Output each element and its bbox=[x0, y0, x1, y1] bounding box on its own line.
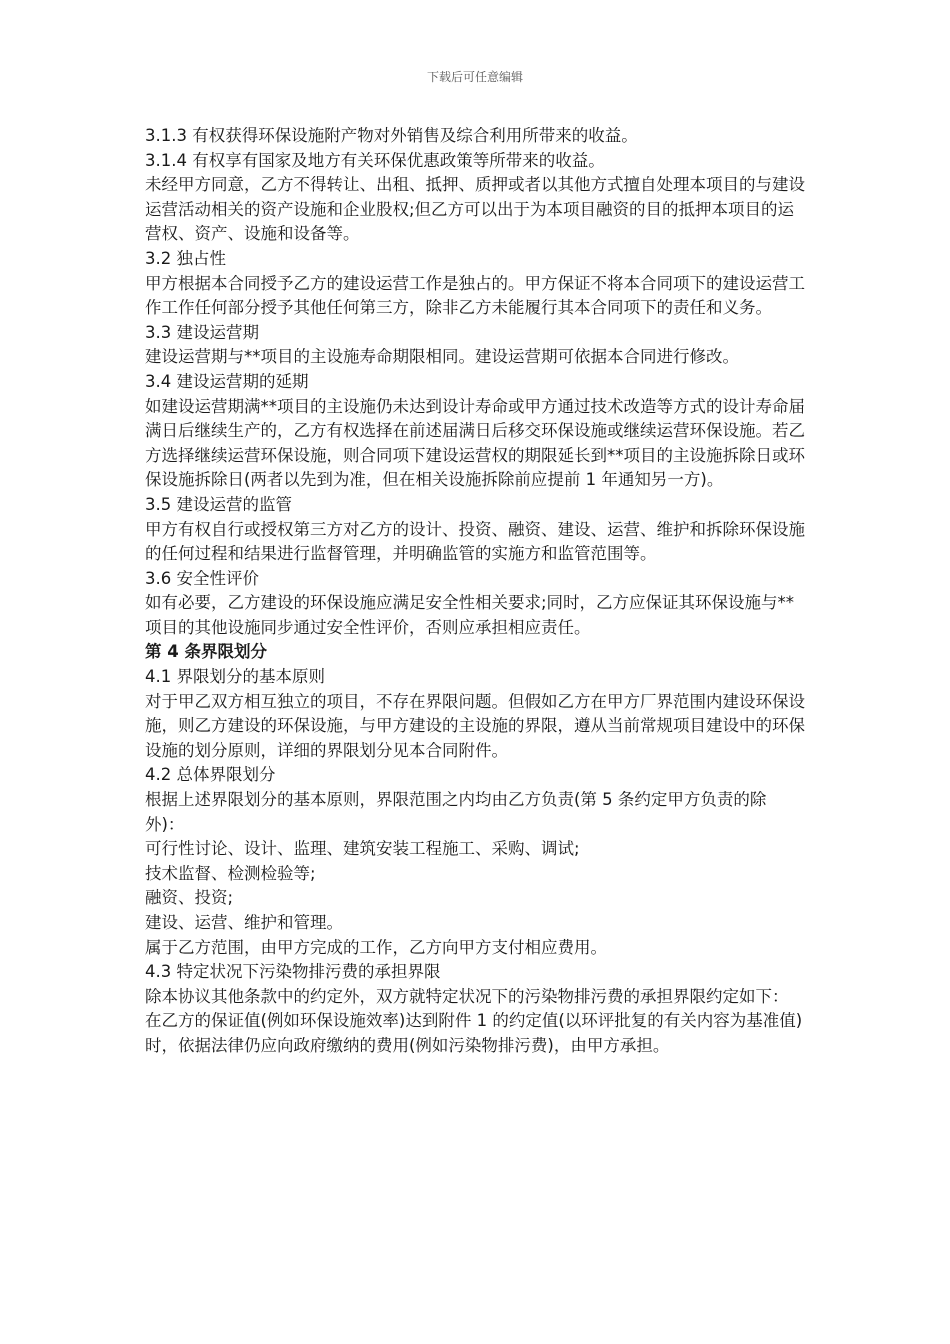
paragraph-transfer-restriction: 未经甲方同意，乙方不得转让、出租、抵押、质押或者以其他方式擅自处理本项目的与建设运营活动相关的资产设施和企业股权;但乙方可以出于为本项目融资的目的抵押本项目的运营权、资产、设施和设备等。 bbox=[145, 175, 805, 244]
section-heading-3-6: 3.6 安全性评价 bbox=[145, 568, 259, 588]
paragraph-operation-period: 建设运营期与**项目的主设施寿命期限相同。建设运营期可依据本合同进行修改。 bbox=[145, 347, 739, 367]
section-heading-4-1: 4.1 界限划分的基本原则 bbox=[145, 667, 325, 687]
list-item-feasibility: 可行性讨论、设计、监理、建筑安装工程施工、采购、调试; bbox=[145, 839, 580, 859]
document-body bbox=[145, 124, 805, 1059]
paragraph-supervision: 甲方有权自行或授权第三方对乙方的设计、投资、融资、建设、运营、维护和拆除环保设施的任何过程和结果进行监督管理，并明确监管的实施方和监管范围等。 bbox=[145, 519, 805, 564]
paragraph-guarantee-value: 在乙方的保证值(例如环保设施效率)达到附件 1 的约定值(以环评批复的有关内容为基准值)时，依据法律仍应向政府缴纳的费用(例如污染物排污费)，由甲方承担。 bbox=[145, 1011, 803, 1055]
section-heading-4-3: 4.3 特定状况下污染物排污费的承担界限 bbox=[145, 962, 441, 982]
clause-3-1-4: 3.1.4 有权享有国家及地方有关环保优惠政策等所带来的收益。 bbox=[145, 150, 605, 170]
section-heading-3-2: 3.2 独占性 bbox=[145, 248, 226, 268]
paragraph-exclusivity: 甲方根据本合同授予乙方的建设运营工作是独占的。甲方保证不将本合同项下的建设运营工作工作任何部分授予其他任何第三方，除非乙方未能履行其本合同项下的责任和义务。 bbox=[145, 273, 805, 318]
section-heading-3-4: 3.4 建设运营期的延期 bbox=[145, 371, 309, 391]
list-item-operation: 建设、运营、维护和管理。 bbox=[145, 913, 343, 932]
section-heading-4-2: 4.2 总体界限划分 bbox=[145, 765, 276, 785]
paragraph-fee-payment: 属于乙方范围，由甲方完成的工作，乙方向甲方支付相应费用。 bbox=[145, 937, 607, 957]
list-item-technical-supervision: 技术监督、检测检验等; bbox=[145, 863, 316, 883]
list-item-financing: 融资、投资; bbox=[145, 888, 234, 908]
page-header: 下载后可任意编辑 bbox=[426, 70, 523, 84]
clause-3-1-3: 3.1.3 有权获得环保设施附产物对外销售及综合利用所带来的收益。 bbox=[145, 126, 638, 145]
section-heading-3-5: 3.5 建设运营的监管 bbox=[145, 494, 292, 514]
paragraph-boundary-principle: 对于甲乙双方相互独立的项目，不存在界限问题。但假如乙方在甲方厂界范围内建设环保设施，则乙方建设的环保设施，与甲方建设的主设施的界限，遵从当前常规项目建设中的环保设施的划分原则，详细的界限划分见本合同附件。 bbox=[145, 691, 805, 760]
paragraph-safety-evaluation: 如有必要，乙方建设的环保设施应满足安全性相关要求;同时，乙方应保证其环保设施与**项目的其他设施同步通过安全性评价，否则应承担相应责任。 bbox=[145, 593, 795, 637]
paragraph-pollution-fee-agreement: 除本协议其他条款中的约定外，双方就特定状况下的污染物排污费的承担界限约定如下： bbox=[145, 986, 789, 1006]
article-heading-4: 第 4 条界限划分 bbox=[145, 642, 267, 662]
paragraph-period-extension: 如建设运营期满**项目的主设施仍未达到设计寿命或甲方通过技术改造等方式的设计寿命届满日后继续生产的，乙方有权选择在前述届满日后移交环保设施或继续运营环保设施。若乙方选择继续运营环保设施，则合同项下建设运营权的期限延长到**项目的主设施拆除日或环保设施拆除日(两者以先到为准，但在相关设施拆除前应提前 1 年通知另一方)。 bbox=[145, 396, 805, 490]
section-heading-3-3: 3.3 建设运营期 bbox=[145, 322, 259, 342]
paragraph-overall-boundary: 根据上述界限划分的基本原则，界限范围之内均由乙方负责(第 5 条约定甲方负责的除外)： bbox=[145, 790, 767, 834]
